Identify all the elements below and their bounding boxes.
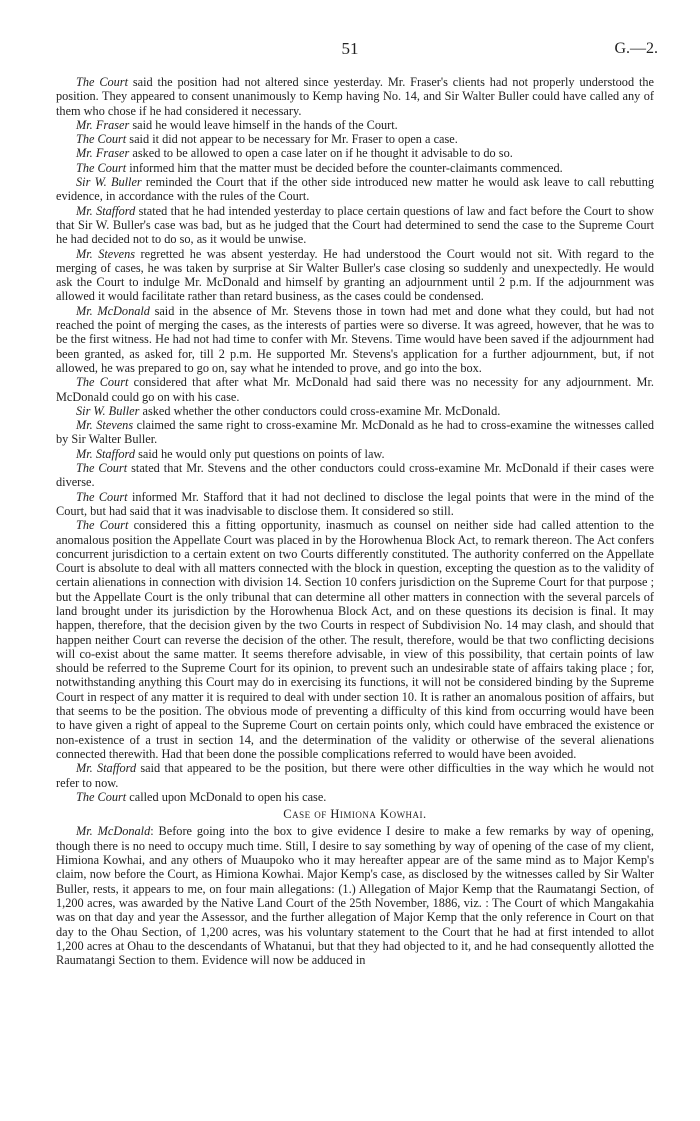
paragraph-text: informed Mr. Stafford that it had not declined to disclose the legal points that were in the mind of the Court, but had said that it was inadvisable to disclose them. It considered so still.	[56, 489, 654, 518]
paragraph	[56, 461, 654, 490]
paragraph	[56, 761, 654, 790]
paragraph	[56, 247, 654, 304]
speaker-name: Sir W. Buller	[76, 175, 142, 190]
page-header	[0, 39, 700, 62]
paragraph	[56, 418, 654, 447]
speaker-name: Mr. Stevens	[76, 418, 134, 433]
speaker-name: Mr. Stevens	[76, 246, 136, 261]
speaker-name: The Court	[76, 75, 129, 89]
paragraph	[56, 75, 654, 118]
body-text	[56, 75, 654, 967]
paragraph-text: considered this a fitting opportunity, inasmuch as counsel on neither side had called attention to the anomalous position the Appellate Court was placed in by the Horowhenua Block Act, to remark thereon. The Act confers concurrent jurisdiction to a certain extent on two Courts differently constituted. The authority conferred on the Appellate Court is absolute to deal with all matters connected with the block in question, excepting the question as to the validity of certain alienations in connection with division 14. Section 10 confers jurisdiction on the Supreme Court for that purpose ; but the Appellate Court is the only tribunal that can determine all other matters in connection with the several parcels of land brought under its jurisdiction by the Horowhenua Block Act, and on these questions its decision is final. It may happen, therefore, that the decision given by the two Courts in respect of Subdivision No. 14 may clash, and should that happen neither Court can reverse the decision of the other. The result, therefore, would be that two conflicting decisions will co-exist about the same matter. It seems therefore advisable, in view of this possibility, that certain points of law should be referred to the Supreme Court for its opinion, to prevent such an undesirable state of affairs taking place ; for, notwithstanding anything this Court may do in exercising its functions, it will not be considered binding by the Supreme Court in respect of any matter it is required to deal with under section 10. It is rather an anomalous position of affairs, but that seems to be the position. The obvious mode of preventing a difficulty of this kind from occurring would have been to have given a right of appeal to the Supreme Court on certain points only, which could have embraced the existence or non-existence of a trust in section 14, and the determination of the validity or otherwise of the several alienations connected therewith. Had that been done the possible complications referred to would have been avoided.	[56, 518, 654, 761]
paragraph-text: said he would leave himself in the hands of the Court.	[129, 117, 398, 132]
paragraph	[56, 375, 654, 404]
series-number: G.—2.	[614, 40, 658, 57]
closing-paragraph	[56, 824, 654, 967]
page-number: 51	[341, 39, 359, 58]
paragraph	[56, 490, 654, 519]
speaker-name: Mr. Stafford	[76, 446, 135, 461]
paragraph-text: said he would only put questions on points of law.	[135, 446, 385, 461]
paragraph-text: said in the absence of Mr. Stevens those in town had met and done what they could, but had not reached the point of merging the cases, as the interests of parties were so diverse. It was agreed, however, that he was to be the first witness. He had not had time to confer with Mr. Stevens. Time would have been saved if the adjournment had been granted, as asked for, till 2 p.m. He supported Mr. Stevens's application for a further adjournment, but, if not allowed, he was prepared to go on, say what he intended to prove, and go into the box.	[56, 303, 655, 375]
paragraph-list	[56, 75, 654, 804]
speaker-name: Mr. McDonald	[76, 824, 151, 839]
speaker-name: Mr. Stafford	[76, 761, 137, 776]
speaker-name: The Court	[76, 375, 129, 390]
paragraph-text: asked whether the other conductors could cross-examine Mr. McDonald.	[139, 403, 501, 418]
speaker-name: The Court	[76, 461, 128, 476]
paragraph-text: stated that Mr. Stevens and the other conductors could cross-examine Mr. McDonald if their cases were diverse.	[56, 461, 654, 490]
paragraph-text: called upon McDonald to open his case.	[126, 789, 327, 804]
speaker-name: Mr. Fraser	[76, 117, 130, 132]
paragraph	[56, 304, 654, 375]
paragraph	[56, 204, 654, 247]
paragraph	[56, 132, 654, 146]
paragraph	[56, 146, 654, 160]
speaker-name: Mr. Stafford	[76, 203, 136, 218]
speaker-name: The Court	[76, 160, 127, 175]
speaker-name: Mr. Fraser	[76, 146, 130, 161]
paragraph-text: claimed the same right to cross-examine Mr. McDonald as he had to cross-examine the witnesses called by Sir Walter Buller.	[56, 418, 654, 447]
paragraph-text: informed him that the matter must be decided before the counter-claimants commenced.	[126, 160, 563, 175]
paragraph	[56, 790, 654, 804]
paragraph	[56, 175, 654, 204]
paragraph	[56, 518, 654, 761]
speaker-name: The Court	[76, 489, 128, 504]
paragraph	[56, 404, 654, 418]
speaker-name: The Court	[76, 789, 127, 804]
speaker-name: Sir W. Buller	[76, 403, 140, 418]
speaker-name: Mr. McDonald	[76, 303, 150, 318]
speaker-name: The Court	[76, 518, 129, 533]
paragraph-text: said that appeared to be the position, but there were other difficulties in the way which he would not refer to now.	[56, 761, 654, 790]
speaker-name: The Court	[76, 132, 127, 147]
paragraph-text: asked to be allowed to open a case later on if he thought it advisable to do so.	[129, 146, 513, 161]
paragraph	[56, 447, 654, 461]
section-heading: Case of Himiona Kowhai.	[283, 807, 427, 822]
paragraph-text: reminded the Court that if the other side introduced new matter he would ask leave to call rebutting evidence, in accordance with the rules of the Court.	[56, 175, 654, 204]
paragraph-text: considered that after what Mr. McDonald had said there was no necessity for any adjournment. Mr. McDonald could go on with his case.	[56, 375, 654, 404]
paragraph-text: stated that he had intended yesterday to place certain questions of law and fact before the Court to show that Sir W. Buller's case was bad, but as he judged that the Court had determined to send the case to the Supreme Court he had decided not to do so, as it would be unwise.	[56, 203, 654, 247]
paragraph	[56, 118, 654, 132]
paragraph-text: : Before going into the box to give evidence I desire to make a few remarks by way of opening, though there is no need to occupy much time. Still, I desire to say something by way of opening of the case of my client, Himiona Kowhai, and any others of Muaupoko who it may hereafter appear are of the same mind as to Major Kemp's claim, now before the Court, as Himiona Kowhai. Major Kemp's case, as disclosed by the witnesses called by Sir Walter Buller, rests, it appears to me, on four main allegations: (1.) Allegation of Major Kemp that the Raumatangi Section, of 1,200 acres, was awarded by the Native Land Court of the 25th November, 1886, viz. : The Court of which Mangakahia was on that day and year the Assessor, and the further allegation of Major Kemp that the only reference in Court on that day to the Ohau Section, of 1,200 acres, was his voluntary statement to the Court that he had at first intended to allot 1,200 acres at Ohau to the descendants of Whatanui, but that they had objected to it, and he had consequently allotted the Raumatangi Section to them. Evidence will now be adduced in	[56, 824, 655, 968]
paragraph-text: regretted he was absent yesterday. He had understood the Court would not sit. With regard to the merging of cases, he was taken by surprise at Sir Walter Buller's case closing so suddenly and unexpectedly. He would ask the Court to indulge Mr. McDonald and himself by granting an adjournment until 2 p.m. If the adjournment was allowed it would facilitate rather than retard business, as the cases could be condensed.	[56, 246, 654, 304]
paragraph-text: said the position had not altered since yesterday. Mr. Fraser's clients had not properly understood the position. They appeared to consent unanimously to Kemp having No. 14, and Sir Walter Buller could have called any of them who chose if he had considered it necessary.	[56, 75, 654, 118]
paragraph	[56, 161, 654, 175]
paragraph-text: said it did not appear to be necessary for Mr. Fraser to open a case.	[126, 132, 458, 147]
